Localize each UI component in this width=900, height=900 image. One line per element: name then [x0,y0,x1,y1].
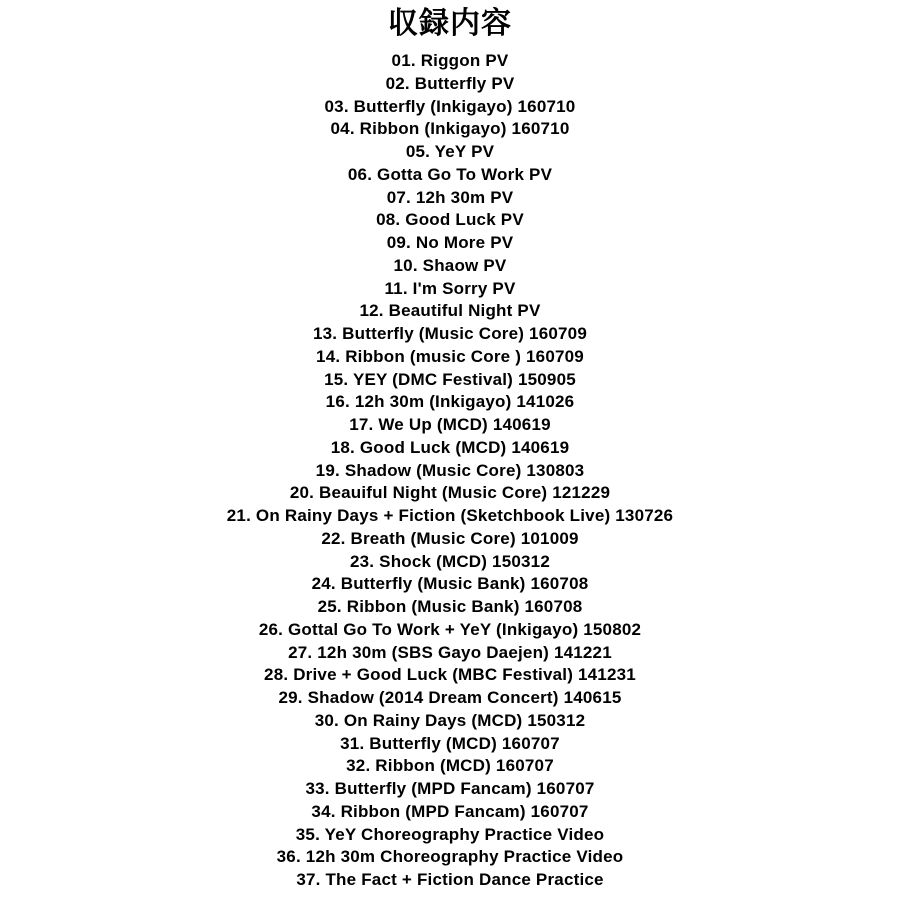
track-item: 08. Good Luck PV [376,210,524,230]
track-item: 33. Butterfly (MPD Fancam) 160707 [305,779,595,798]
track-item: 11. I'm Sorry PV [384,278,516,298]
track-item: 01. Riggon PV [391,51,509,70]
track-item: 22. Breath (Music Core) 101009 [321,528,579,548]
track-item: 28. Drive + Good Luck (MBC Festival) 141231 [264,665,636,685]
track-item: 06. Gotta Go To Work PV [347,164,553,184]
track-item: 05. YeY PV [405,142,495,161]
track-item: 21. On Rainy Days + Fiction (Sketchbook Live) 130726 [226,506,674,525]
track-item: 24. Butterfly (Music Bank) 160708 [311,574,589,594]
track-item: 12. Beautiful Night PV [359,301,541,321]
track-item: 09. No More PV [386,233,514,252]
page-title: 収録内容 [388,6,512,41]
track-item: 19. Shadow (Music Core) 130803 [315,460,585,480]
track-item: 14. Ribbon (music Core ) 160709 [316,346,584,366]
track-item: 23. Shock (MCD) 150312 [350,551,550,571]
track-item: 16. 12h 30m (Inkigayo) 141026 [325,392,575,412]
track-item: 26. Gottal Go To Work + YeY (Inkigayo) 150802 [258,619,642,639]
track-item: 18. Good Luck (MCD) 140619 [330,437,570,457]
track-item: 15. YEY (DMC Festival) 150905 [324,369,576,389]
track-item: 31. Butterfly (MCD) 160707 [340,733,560,753]
track-item: 02. Butterfly PV [385,73,515,93]
track-list [0,50,900,892]
track-item: 34. Ribbon (MPD Fancam) 160707 [311,801,589,821]
track-item: 25. Ribbon (Music Bank) 160708 [317,597,583,616]
track-item: 35. YeY Choreography Practice Video [295,824,605,844]
track-item: 03. Butterfly (Inkigayo) 160710 [324,96,576,116]
track-item: 13. Butterfly (Music Core) 160709 [313,324,587,343]
track-item: 20. Beauiful Night (Music Core) 121229 [289,483,611,503]
track-item: 30. On Rainy Days (MCD) 150312 [314,710,586,730]
track-item: 17. We Up (MCD) 140619 [349,415,551,434]
track-item: 37. The Fact + Fiction Dance Practice [296,870,604,889]
track-item: 10. Shaow PV [393,255,507,275]
track-item: 29. Shadow (2014 Dream Concert) 140615 [278,688,622,707]
track-item: 36. 12h 30m Choreography Practice Video [276,847,624,867]
track-item: 04. Ribbon (Inkigayo) 160710 [330,119,570,139]
track-item: 07. 12h 30m PV [386,187,514,207]
track-item: 32. Ribbon (MCD) 160707 [346,756,554,776]
track-item: 27. 12h 30m (SBS Gayo Daejen) 141221 [288,642,612,662]
